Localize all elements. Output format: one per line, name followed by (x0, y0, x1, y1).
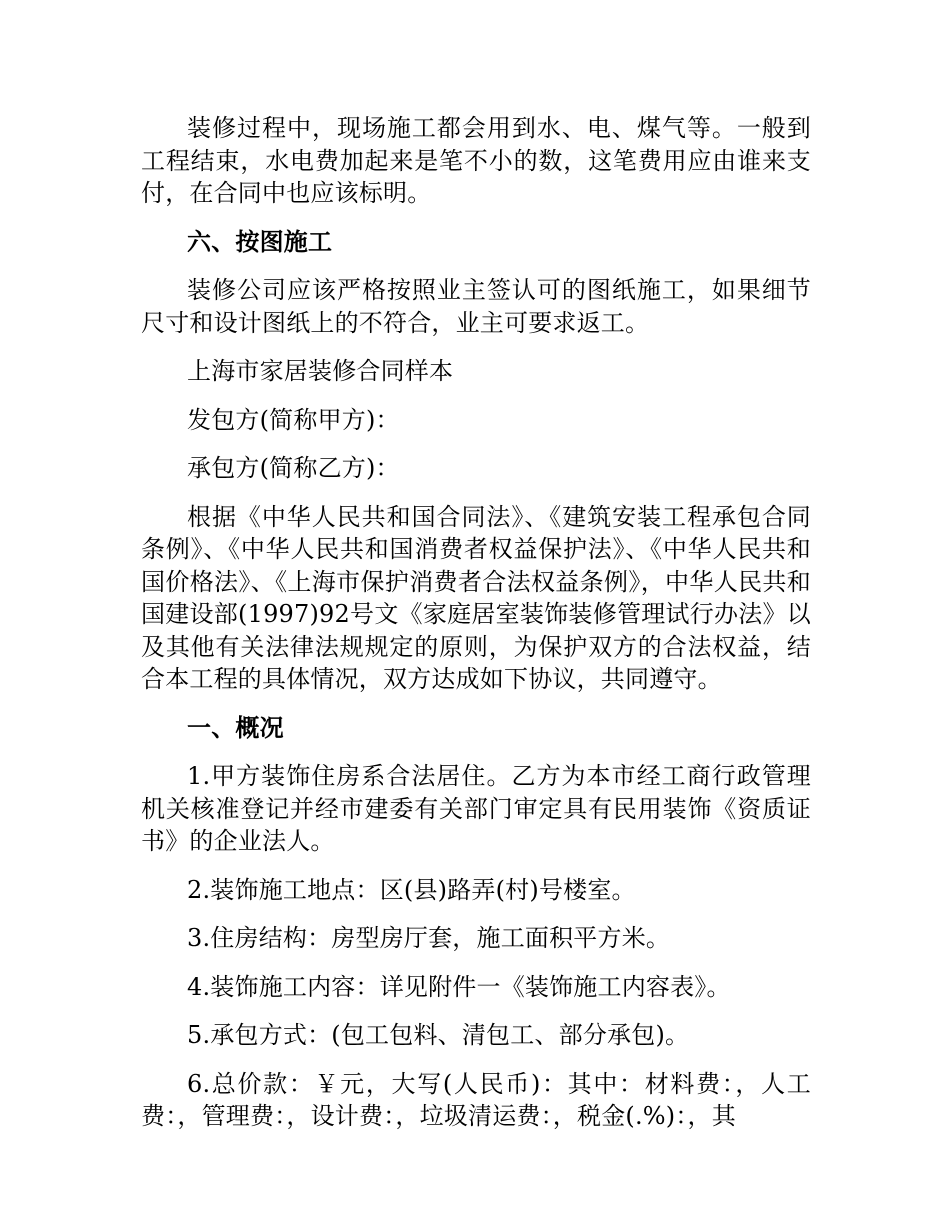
document-page (141, 112, 811, 1149)
contract-title: 上海市家居装修合同样本 (187, 357, 454, 385)
paragraph-legal-basis: 根据《中华人民共和国合同法》、《建筑安装工程承包合同条例》、《中华人民共和国消费者权益保护法》、《中华人民共和国价格法》、《上海市保护消费者合法权益条例》，中华人民共和国建设部(1997)92号文《家庭居室装饰装修管理试行办法》以及其他有关法律法规规定的原则，为保护双方的合法权益，结合本工程的具体情况，双方达成如下协议，共同遵守。 (141, 502, 811, 693)
clause-1-qualification: 1.甲方装饰住房系合法居住。乙方为本市经工商行政管理机关核准登记并经市建委有关部门审定具有民用装饰《资质证书》的企业法人。 (141, 762, 811, 855)
paragraph-drawing-compliance: 装修公司应该严格按照业主签认可的图纸施工，如果细节尺寸和设计图纸上的不符合，业主可要求返工。 (141, 276, 811, 337)
section-heading-construction-by-drawing: 六、按图施工 (187, 226, 333, 256)
clause-3-structure: 3.住房结构：房型房厅套，施工面积平方米。 (187, 924, 671, 952)
clause-2-location: 2.装饰施工地点：区(县)路弄(村)号楼室。 (187, 875, 636, 904)
clause-4-content: 4.装饰施工内容：详见附件一《装饰施工内容表》。 (187, 972, 731, 1001)
clause-5-contract-mode: 5.承包方式：(包工包料、清包工、部分承包)。 (187, 1021, 690, 1049)
section-heading-overview: 一、概况 (187, 712, 284, 742)
clause-6-total-price: 6.总价款：￥元，大写(人民币)：其中：材料费：，人工费：，管理费：，设计费：，垃圾清运费：，税金(.%)：，其 (141, 1069, 811, 1130)
party-a-line: 发包方(简称甲方)： (187, 405, 400, 434)
party-b-line: 承包方(简称乙方)： (187, 454, 400, 482)
paragraph-utility-costs: 装修过程中，现场施工都会用到水、电、煤气等。一般到工程结束，水电费加起来是笔不小的数，这笔费用应由谁来支付，在合同中也应该标明。 (141, 114, 811, 207)
